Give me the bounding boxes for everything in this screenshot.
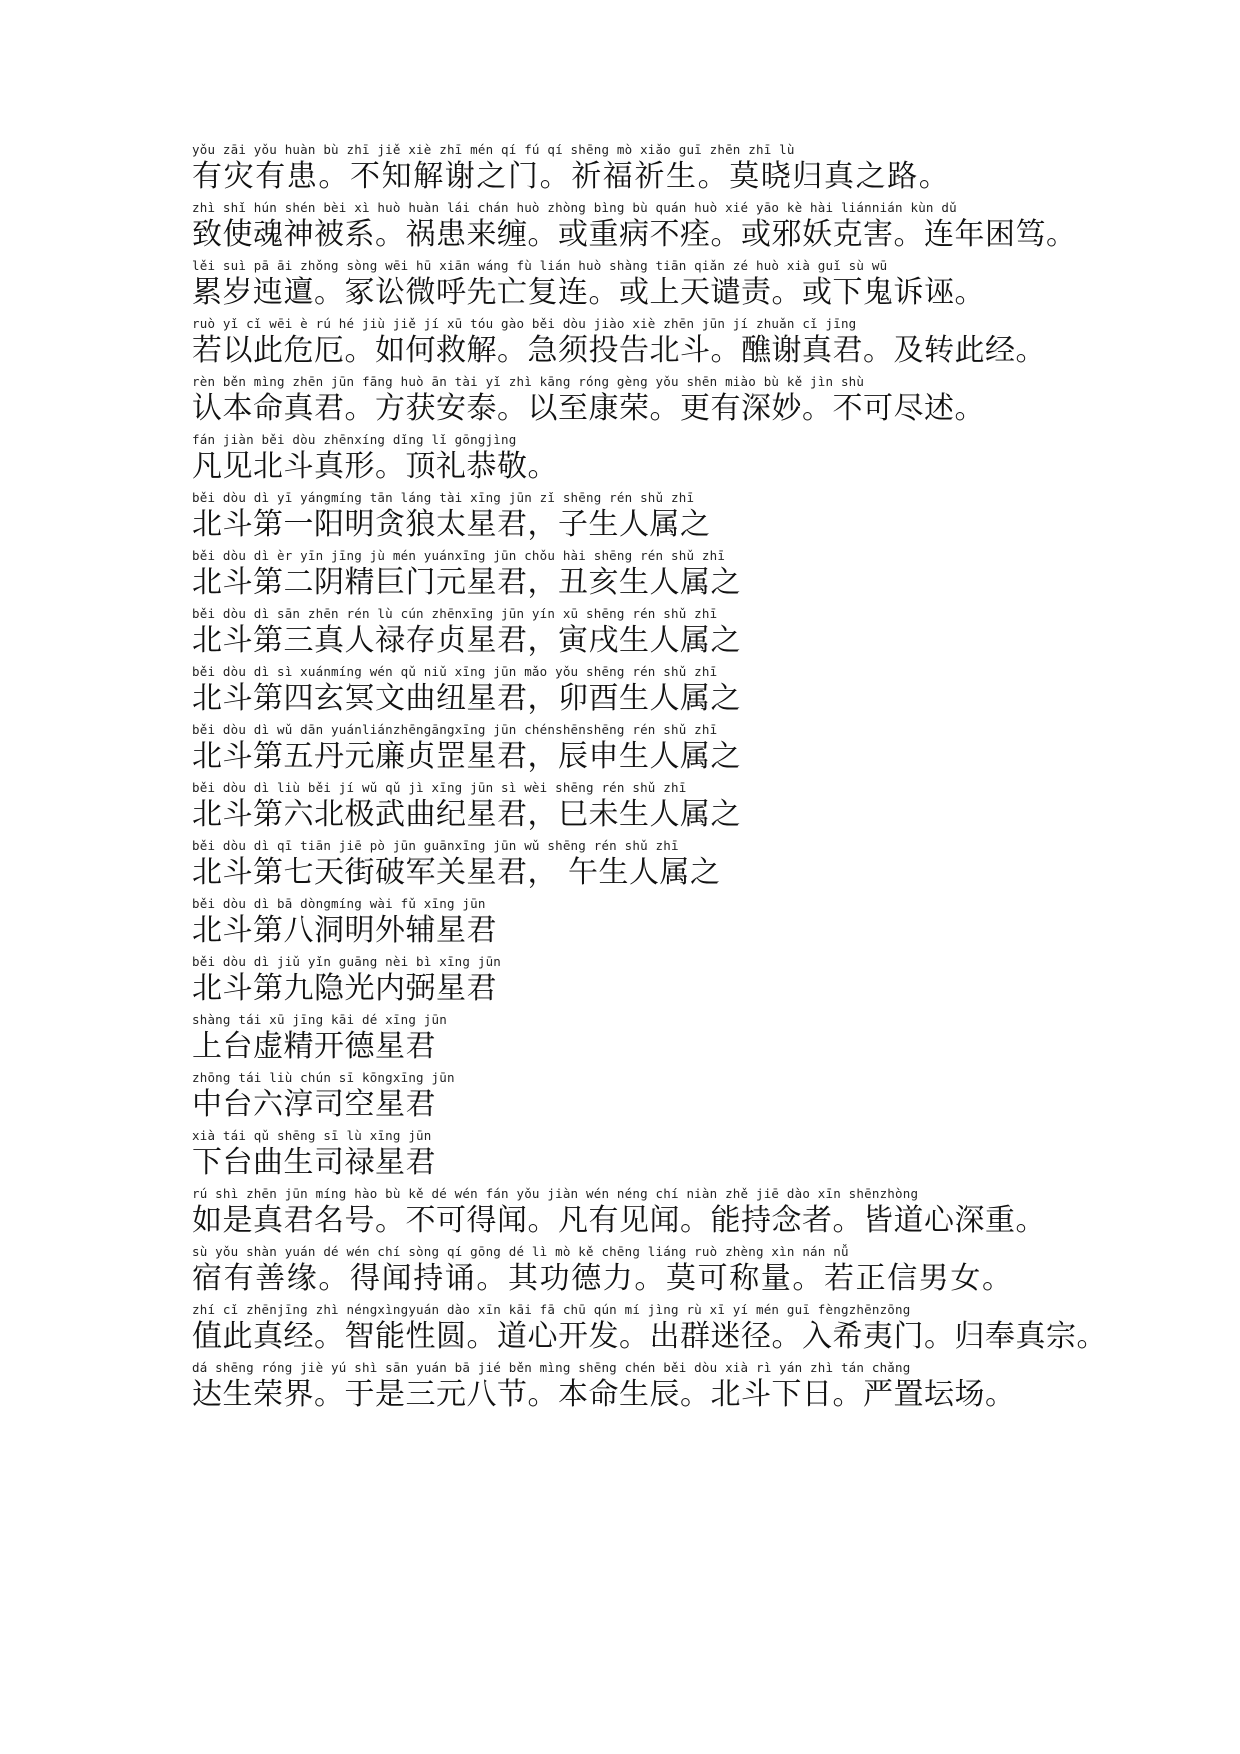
pinyin-annotation: běi dòu dì liù běi jí wǔ qǔ jì xīng jūn sì wèi shēng rén shǔ zhī	[192, 780, 687, 795]
chinese-text: 致使魂神被系。祸患来缠。或重病不痊。或邪妖克害。连年困笃。	[192, 217, 1077, 252]
chinese-text: 北斗第二阴精巨门元星君，丑亥生人属之	[192, 565, 741, 600]
chinese-text: 如是真君名号。不可得闻。凡有见闻。能持念者。皆道心深重。	[192, 1203, 1046, 1238]
chinese-text: 有灾有患。不知解谢之门。祈福祈生。莫晓归真之路。	[192, 159, 951, 194]
pinyin-annotation: běi dòu dì wǔ dān yuánliánzhēngāngxīng jūn chénshēnshēng rén shǔ zhī	[192, 722, 718, 737]
pinyin-annotation: běi dòu dì sān zhēn rén lù cún zhēnxīng jūn yín xū shēng rén shǔ zhī	[192, 606, 718, 621]
pinyin-annotation: běi dòu dì yī yángmíng tān láng tài xīng jūn zǐ shēng rén shǔ zhī	[192, 490, 695, 505]
pinyin-annotation: zhōng tái liù chún sī kōngxīng jūn	[192, 1070, 455, 1085]
pinyin-annotation: běi dòu dì èr yīn jīng jù mén yuánxīng jūn chǒu hài shēng rén shǔ zhī	[192, 548, 726, 563]
chinese-text: 宿有善缘。得闻持诵。其功德力。莫可称量。若正信男女。	[192, 1261, 1014, 1296]
chinese-text: 认本命真君。方获安泰。以至康荣。更有深妙。不可尽述。	[192, 391, 985, 426]
pinyin-annotation: lěi suì pā āi zhǒng sòng wēi hū xiān wáng fù lián huò shàng tiān qiǎn zé huò xià guǐ sù wū	[192, 258, 888, 273]
pinyin-annotation: xià tái qǔ shēng sī lù xīng jūn	[192, 1128, 432, 1143]
pinyin-annotation: zhí cǐ zhēnjīng zhì néngxìngyuán dào xīn kāi fā chū qún mí jìng rù xī yí mén guī fèngzhēnzōng	[192, 1302, 911, 1317]
chinese-text: 上台虚精开德星君	[192, 1029, 436, 1064]
pinyin-annotation: rú shì zhēn jūn míng hào bù kě dé wén fán yǒu jiàn wén néng chí niàn zhě jiē dào xīn shēnzhòng	[192, 1186, 919, 1201]
pinyin-annotation: běi dòu dì bā dòngmíng wài fǔ xīng jūn	[192, 896, 486, 911]
chinese-text: 达生荣界。于是三元八节。本命生辰。北斗下日。严置坛场。	[192, 1377, 1016, 1412]
chinese-text: 北斗第四玄冥文曲纽星君，卯酉生人属之	[192, 681, 741, 716]
chinese-text: 累岁迍邅。冢讼微呼先亡复连。或上天谴责。或下鬼诉诬。	[192, 275, 985, 310]
pinyin-annotation: rèn běn mìng zhēn jūn fāng huò ān tài yǐ zhì kāng róng gèng yǒu shēn miào bù kě jìn shù	[192, 374, 865, 389]
pinyin-annotation: ruò yǐ cǐ wēi è rú hé jiù jiě jí xū tóu gào běi dòu jiào xiè zhēn jūn jí zhuǎn cǐ jīng	[192, 316, 857, 331]
chinese-text: 北斗第七天街破军关星君， 午生人属之	[192, 855, 721, 890]
chinese-text: 北斗第八洞明外辅星君	[192, 913, 497, 948]
chinese-text: 值此真经。智能性圆。道心开发。出群迷径。入希夷门。归奉真宗。	[192, 1319, 1107, 1354]
chinese-text: 北斗第三真人禄存贞星君，寅戌生人属之	[192, 623, 741, 658]
chinese-text: 北斗第九隐光内弼星君	[192, 971, 497, 1006]
pinyin-annotation: běi dòu dì sì xuánmíng wén qǔ niǔ xīng jūn mǎo yǒu shēng rén shǔ zhī	[192, 664, 718, 679]
chinese-text: 北斗第五丹元廉贞罡星君，辰申生人属之	[192, 739, 741, 774]
pinyin-annotation: běi dòu dì qī tiān jiē pò jūn guānxīng jūn wǔ shēng rén shǔ zhī	[192, 838, 679, 853]
pinyin-annotation: běi dòu dì jiǔ yǐn guāng nèi bì xīng jūn	[192, 954, 502, 969]
pinyin-annotation: zhì shǐ hún shén bèi xì huò huàn lái chán huò zhòng bìng bù quán huò xié yāo kè hài liánnián kùn dǔ	[192, 200, 957, 215]
pinyin-annotation: dá shēng róng jiè yú shì sān yuán bā jié běn mìng shēng chén běi dòu xià rì yán zhì tán chǎng	[192, 1360, 911, 1375]
chinese-text: 下台曲生司禄星君	[192, 1145, 436, 1180]
pinyin-annotation: shàng tái xū jīng kāi dé xīng jūn	[192, 1012, 447, 1027]
chinese-text: 北斗第一阳明贪狼太星君，子生人属之	[192, 507, 711, 542]
chinese-text: 北斗第六北极武曲纪星君，巳未生人属之	[192, 797, 741, 832]
chinese-text: 若以此危厄。如何救解。急须投告北斗。醮谢真君。及转此经。	[192, 333, 1046, 368]
chinese-text: 中台六淳司空星君	[192, 1087, 436, 1122]
pinyin-annotation: sù yǒu shàn yuán dé wén chí sòng qí gōng dé lì mò kě chēng liáng ruò zhèng xìn nán nǚ	[192, 1244, 849, 1259]
chinese-text: 凡见北斗真形。顶礼恭敬。	[192, 449, 558, 484]
pinyin-annotation: yǒu zāi yǒu huàn bù zhī jiě xiè zhī mén qí fú qí shēng mò xiǎo guī zhēn zhī lù	[192, 142, 795, 157]
pinyin-annotation: fán jiàn běi dòu zhēnxíng dǐng lǐ gōngjìng	[192, 432, 517, 447]
